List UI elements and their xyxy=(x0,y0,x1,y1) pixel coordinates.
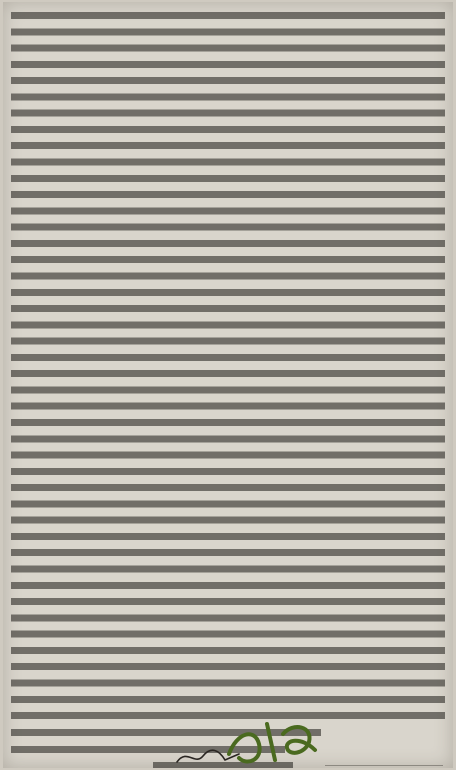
footer-text-line xyxy=(11,746,285,753)
auction-notice-body xyxy=(11,8,445,724)
footer-text-line xyxy=(11,729,321,736)
notice-footer xyxy=(3,724,453,768)
registry-office-signature-line xyxy=(325,749,443,766)
newspaper-clipping xyxy=(3,2,453,768)
footer-text-line xyxy=(153,762,293,768)
